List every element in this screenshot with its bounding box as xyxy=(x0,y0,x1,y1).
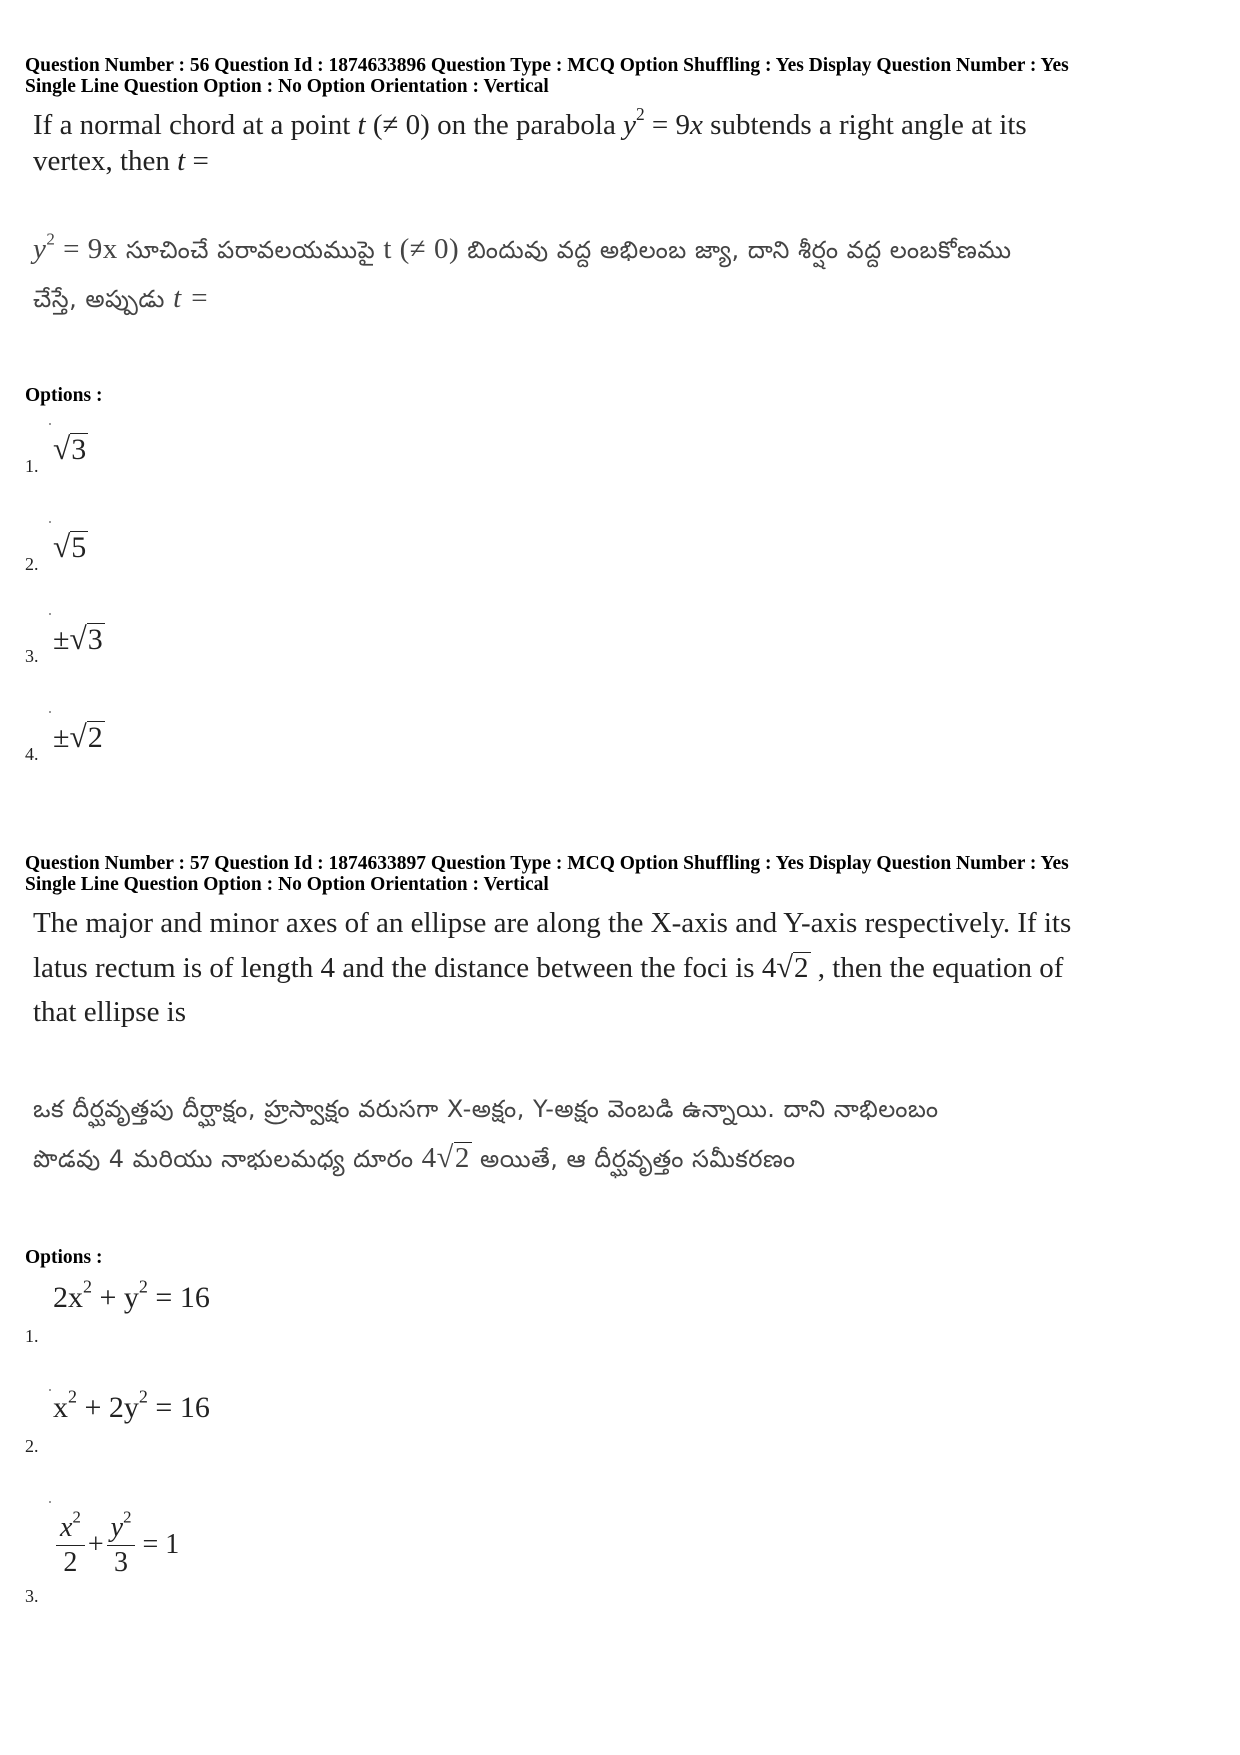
question-meta-line2: Single Line Question Option : No Option Orientation : Vertical xyxy=(25,76,549,97)
question-57 xyxy=(25,853,1200,1723)
option-number: 1. xyxy=(25,1326,39,1346)
option-value: $2x^2 + y^2 = 16$ xyxy=(53,1276,210,1314)
option-3[interactable] xyxy=(25,607,625,667)
stem-line: పొడవు 4 మరియు నాభులమధ్య దూరం 4√2 అయితే, ఆ దీర్ఘవృత్తం సమీకరణం xyxy=(33,1140,796,1174)
option-number: 2. xyxy=(25,1436,39,1456)
stem-line: The major and minor axes of an ellipse are along the X-axis and Y-axis respectively. If its xyxy=(33,907,1072,939)
question-meta-line2: Single Line Question Option : No Option Orientation : Vertical xyxy=(25,874,549,895)
stem-line: ఒక దీర్ఘవృత్తపు దీర్ఘాక్షం, హ్రస్వాక్షం వరుసగా X-అక్షం, Y-అక్షం వెంబడి ఉన్నాయి. దాని నాభిలంబం xyxy=(33,1095,939,1123)
fraction: $\frac{y^2}{3}$ xyxy=(107,1511,136,1579)
option-3[interactable] xyxy=(25,1489,625,1607)
question-stem-telugu xyxy=(33,225,1012,323)
options-label: Options : xyxy=(25,1247,103,1268)
stem-line: If a normal chord at a point t (≠ 0) on the parabola $y^2 = 9x$ subtends a right angle at its xyxy=(33,104,1027,141)
stem-line: $y^2 = 9x$ సూచించే పరావలయముపై t (≠ 0) బిందువు వద్ద అభిలంబ జ్యా, దాని శీర్షం వద్ద లంబకోణము xyxy=(33,229,1012,265)
option-value: $x^2 + 2y^2 = 16$ xyxy=(53,1386,210,1424)
stem-line: that ellipse is xyxy=(33,996,187,1028)
question-56 xyxy=(25,55,1200,764)
question-meta-line1: Question Number : 56 Question Id : 1874633896 Question Type : MCQ Option Shuffling : Yes Display Question Number : Yes xyxy=(25,55,1069,76)
option-value: $\frac{x^2}{2}$ + $\frac{y^2}{3}$ = 1 xyxy=(53,1511,179,1579)
option-number: 4. xyxy=(25,744,39,764)
question-meta-line1: Question Number : 57 Question Id : 1874633897 Question Type : MCQ Option Shuffling : Yes Display Question Number : Yes xyxy=(25,853,1069,874)
fraction: $\frac{x^2}{2}$ xyxy=(56,1511,85,1579)
option-value: ±√2 xyxy=(53,719,103,754)
option-number: 2. xyxy=(25,554,39,574)
option-value: ±√3 xyxy=(53,621,103,656)
option-value: √3 xyxy=(53,431,87,466)
stem-line: చేస్తే, అప్పుడు t = xyxy=(33,282,210,314)
question-stem-telugu xyxy=(33,1085,939,1183)
option-1[interactable] xyxy=(25,1275,625,1347)
option-2[interactable] xyxy=(25,1385,625,1457)
option-number: 1. xyxy=(25,456,39,476)
option-value: √5 xyxy=(53,529,87,564)
option-number: 3. xyxy=(25,646,39,666)
options-label: Options : xyxy=(25,385,103,406)
stem-line: latus rectum is of length 4 and the distance between the foci is 4√2 , then the equation of xyxy=(33,950,1064,984)
question-stem-english xyxy=(33,104,1027,179)
option-number: 3. xyxy=(25,1586,39,1606)
question-meta xyxy=(25,55,1200,97)
stem-line: vertex, then t = xyxy=(33,145,209,177)
option-1[interactable] xyxy=(25,417,625,477)
question-meta xyxy=(25,853,1200,895)
option-4[interactable] xyxy=(25,705,625,765)
option-2[interactable] xyxy=(25,515,625,575)
question-stem-english xyxy=(33,901,1071,1034)
